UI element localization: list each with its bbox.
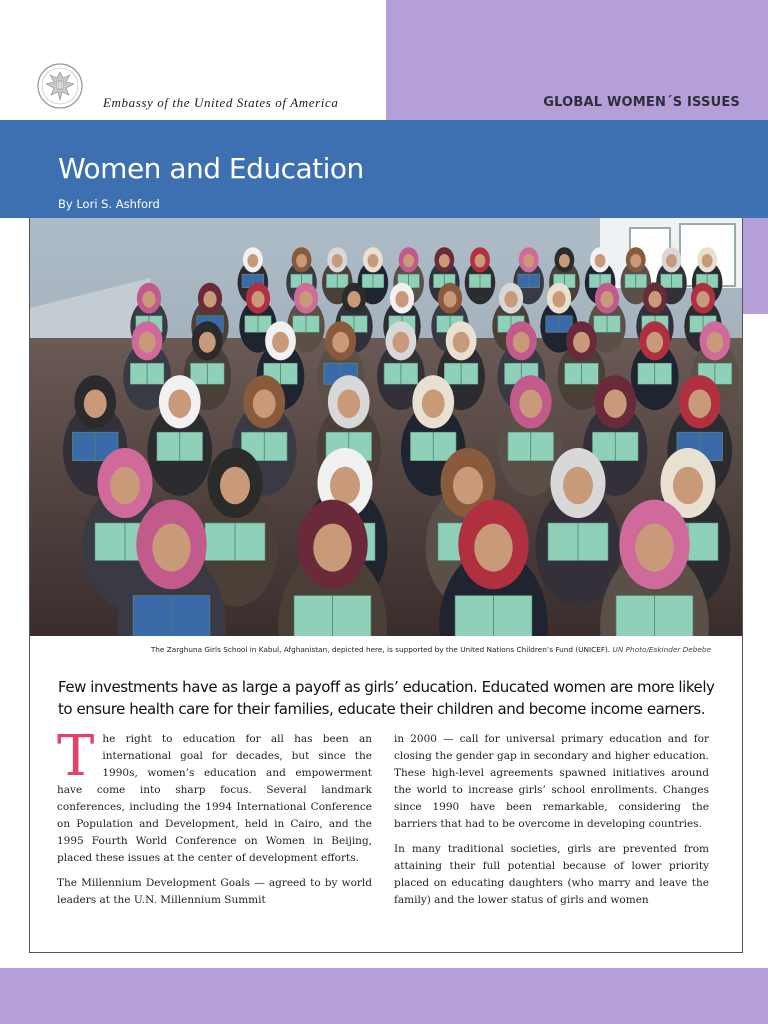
drop-cap: T (57, 731, 95, 789)
embassy-name: Embassy of the United States of America (103, 95, 339, 110)
body-paragraph: In many traditional societies, girls are prevented from attaining their full potential because of lower priority placed on educating daughters (who marry and leave the family) and the lower status of girls and women (394, 843, 709, 906)
series-label: GLOBAL WOMEN´S ISSUES (543, 95, 740, 110)
classroom-photo (30, 218, 742, 636)
photo-caption (30, 645, 711, 654)
body-paragraph: The Millennium Development Goals — agreed to by world leaders at the U.N. Millennium Summit (57, 877, 372, 906)
body-column-left (57, 731, 372, 931)
lead-paragraph: Few investments have as large a payoff as girls’ education. Educated women are more likely to ensure health care for their families, educate their children and become income earners. (58, 678, 715, 718)
classroom-photo-illustration (30, 218, 742, 636)
side-tab (742, 218, 768, 314)
body-column-right (394, 731, 709, 931)
article-byline: By Lori S. Ashford (58, 197, 160, 211)
photo-credit: UN Photo/Eskinder Debebe (612, 645, 711, 654)
body-text: he right to education for all has been an international goal for decades, but since the 1990s, women’s education and empowerment have come into sharp focus. Several landmark conferences, including the 1994 International Conference on Population and Development, held in Cairo, and the 1995 Fourth World Conference on Women in Beijing, placed these issues at the center of development efforts. (57, 733, 372, 864)
eagle-seal-icon (34, 62, 86, 110)
footer-bar (0, 968, 768, 1024)
body-paragraph (57, 731, 372, 867)
body-paragraph: in 2000 — call for universal primary education and for closing the gender gap in secondary and higher education. These high-level agreements spawned initiatives around the world to increase girls’ school enrollments. Changes since 1990 have been remarkable, considering the barriers that had to be overcome in developing countries. (394, 733, 709, 830)
caption-text: The Zarghuna Girls School in Kabul, Afghanistan, depicted here, is supported by the United Nations Children’s Fund (UNICEF). (150, 645, 611, 654)
article-title: Women and Education (58, 152, 364, 185)
